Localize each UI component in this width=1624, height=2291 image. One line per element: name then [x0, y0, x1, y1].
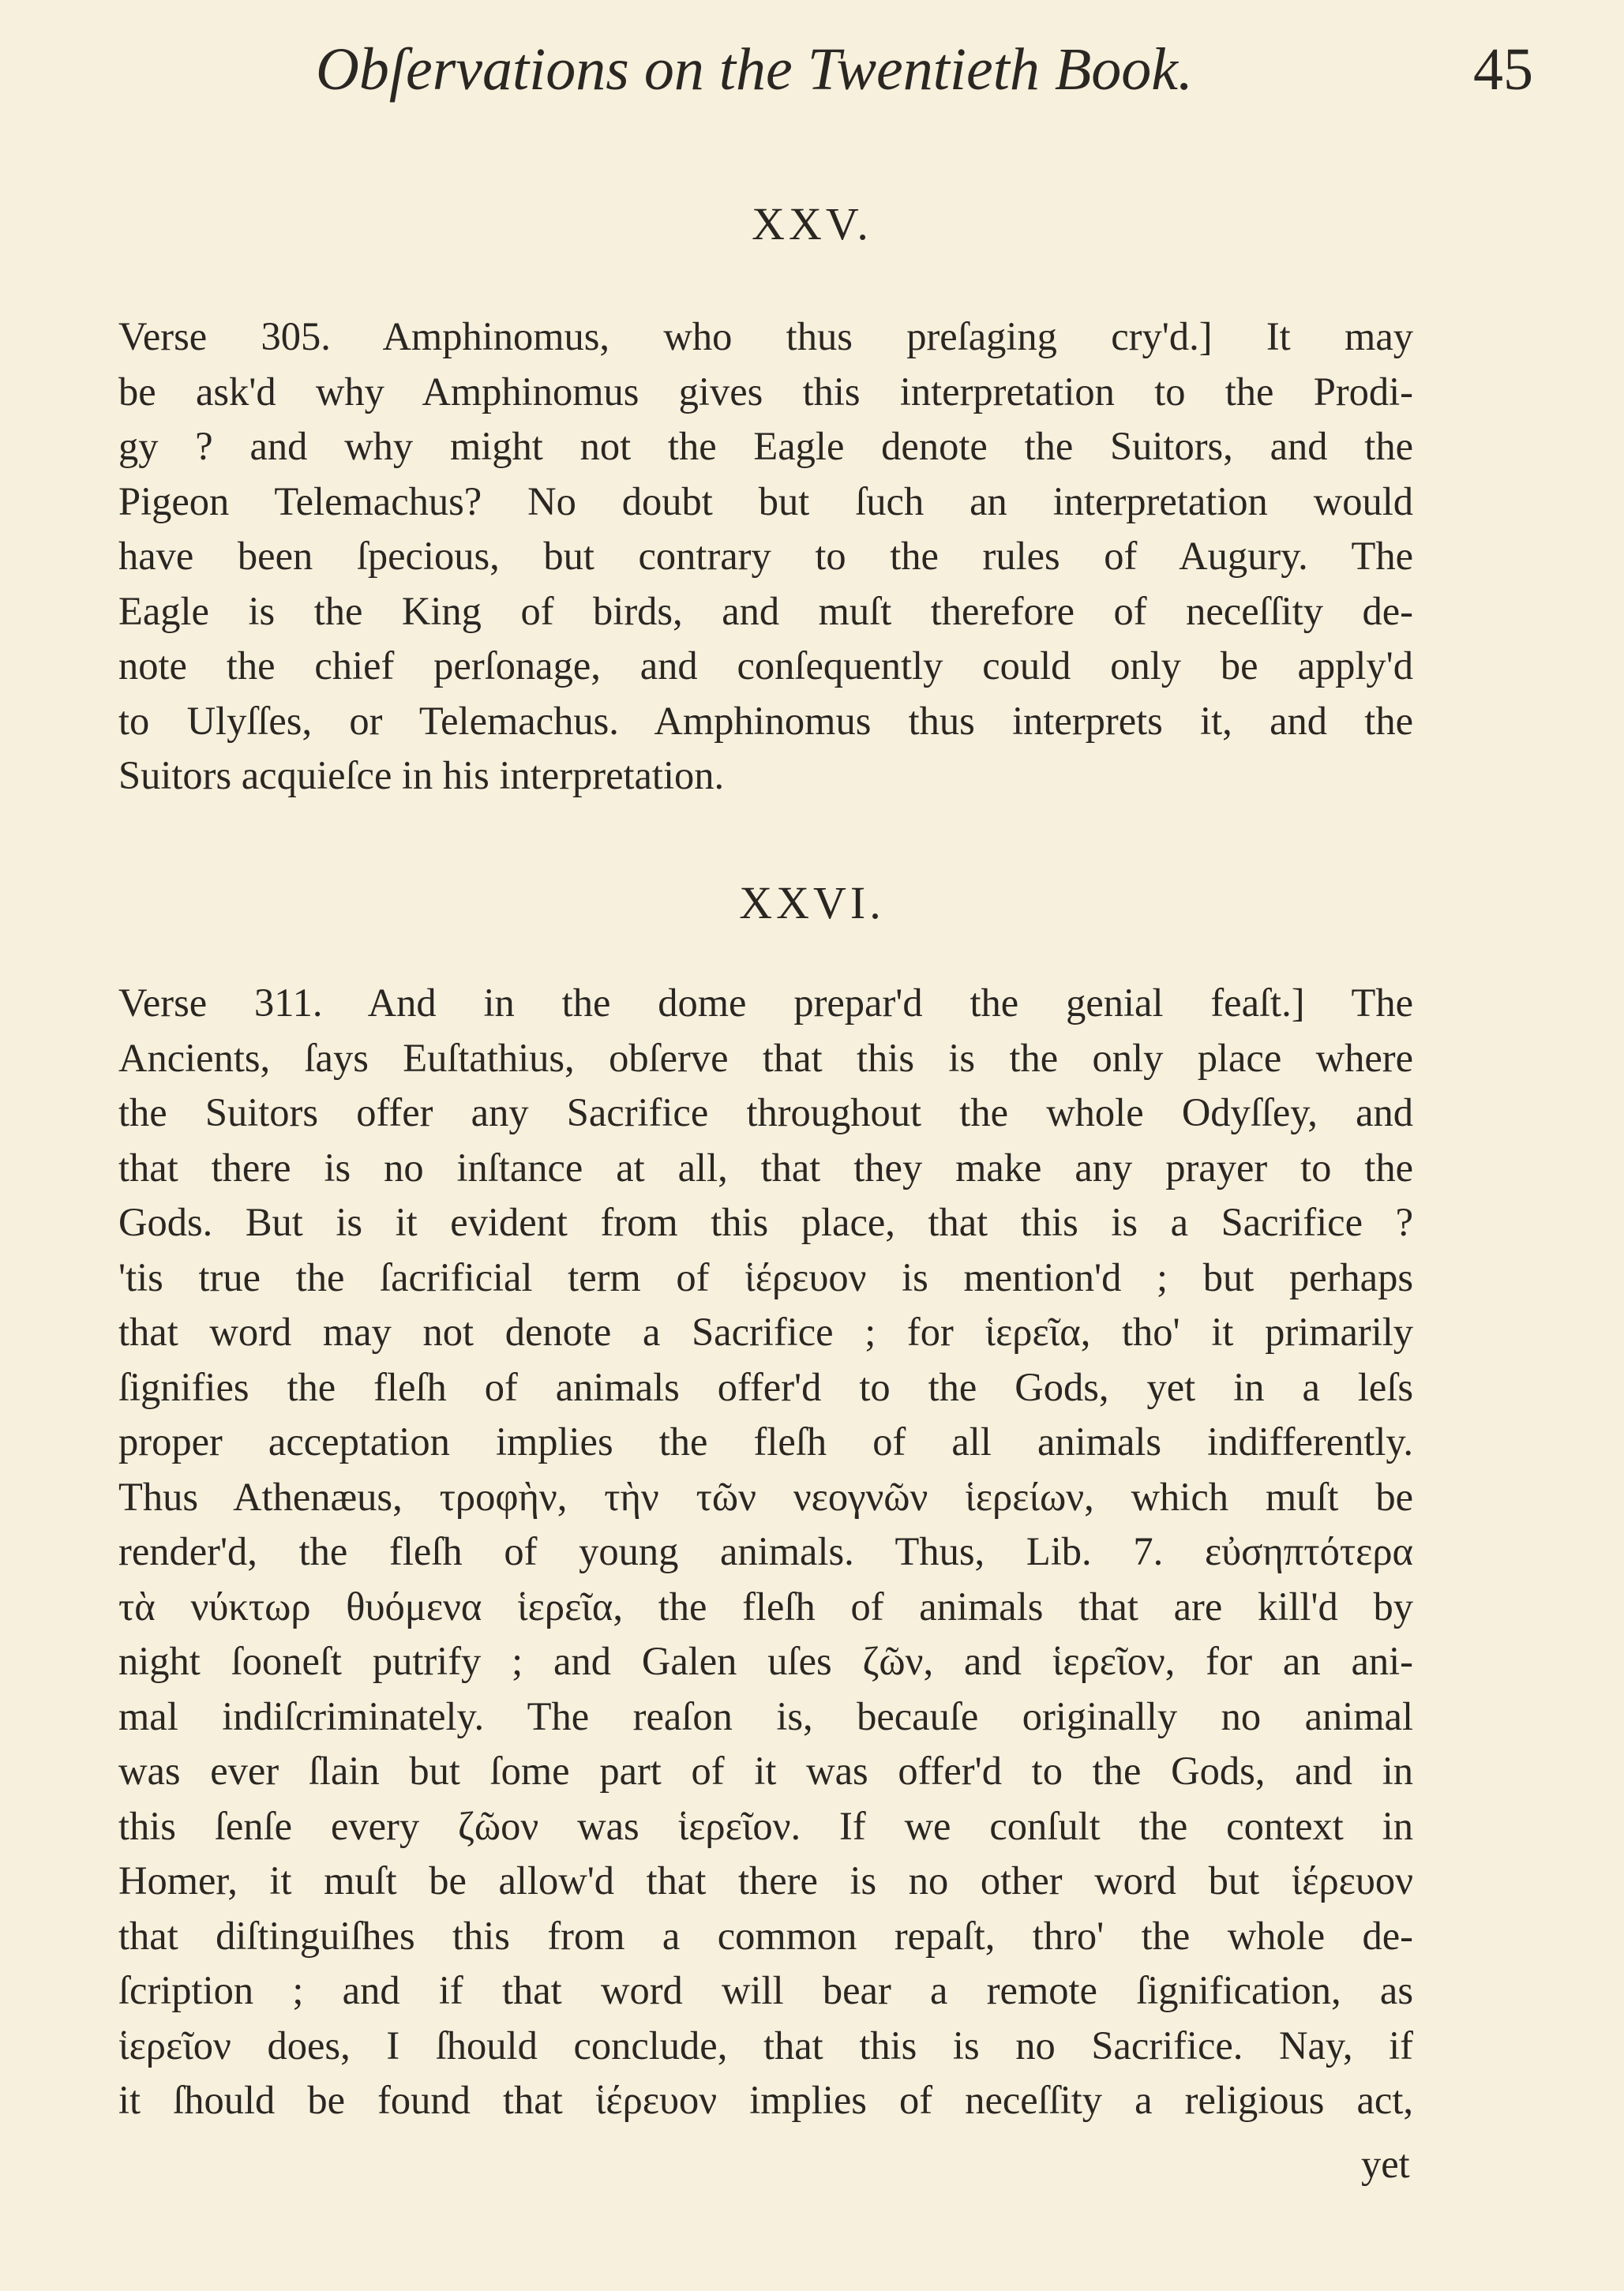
- text-line: Pigeon Telemachus? No doubt but ſuch an interpretation would: [118, 478, 1413, 523]
- catchword: yet: [1361, 2142, 1410, 2186]
- text-line: mal indiſcriminately. The reaſon is, becauſe originally no animal: [118, 1693, 1413, 1738]
- text-line: Suitors acquieſce in his interpretation.: [118, 753, 725, 797]
- section-body-xxvi: [118, 976, 1413, 2128]
- section-heading-xxv: XXV.: [752, 198, 872, 249]
- section-heading-xxvi: XXVI.: [739, 877, 885, 928]
- text-line: to Ulyſſes, or Telemachus. Amphinomus thus interprets it, and the: [118, 698, 1413, 743]
- text-line: was ever ſlain but ſome part of it was offer'd to the Gods, and in: [118, 1749, 1413, 1793]
- page-number: 45: [1473, 36, 1533, 103]
- text-line: Ancients, ſays Euſtathius, obſerve that this is the only place where: [118, 1035, 1413, 1080]
- text-line: that diſtinguiſhes this from a common repaſt, thro' the whole de-: [118, 1913, 1413, 1958]
- text-line: ἱερεῖον does, I ſhould conclude, that this is no Sacrifice. Nay, if: [118, 2023, 1413, 2068]
- text-line: that there is no inſtance at all, that they make any prayer to the: [118, 1145, 1413, 1190]
- text-line: the Suitors offer any Sacrifice throughout the whole Odyſſey, and: [118, 1090, 1413, 1134]
- text-line: τὰ νύκτωρ θυόμενα ἱερεῖα, the fleſh of animals that are kill'd by: [118, 1584, 1413, 1629]
- text-line: it ſhould be found that ἱέρευον implies of neceſſity a religious act,: [118, 2078, 1413, 2122]
- text-line: ſignifies the fleſh of animals offer'd to the Gods, yet in a leſs: [118, 1364, 1413, 1409]
- text-line: Verse 311. And in the dome prepar'd the genial feaſt.] The: [118, 981, 1413, 1025]
- text-line: Eagle is the King of birds, and muſt therefore of neceſſity de-: [118, 588, 1413, 633]
- text-line: Verse 305. Amphinomus, who thus preſaging cry'd.] It may: [118, 314, 1413, 358]
- text-line: ſcription ; and if that word will bear a remote ſignification, as: [118, 1968, 1413, 2012]
- text-line: be ask'd why Amphinomus gives this interpretation to the Prodi-: [118, 369, 1413, 414]
- text-line: note the chief perſonage, and conſequently could only be apply'd: [118, 643, 1413, 688]
- text-line: Homer, it muſt be allow'd that there is no other word but ἱέρευον: [118, 1858, 1413, 1903]
- text-line: gy ? and why might not the Eagle denote the Suitors, and the: [118, 424, 1413, 468]
- text-line: that word may not denote a Sacrifice ; for ἱερεῖα, tho' it primarily: [118, 1310, 1413, 1354]
- text-line: 'tis true the ſacrificial term of ἱέρευον is mention'd ; but perhaps: [118, 1254, 1413, 1299]
- text-line: render'd, the fleſh of young animals. Thus, Lib. 7. εὐσηπτότερα: [118, 1529, 1413, 1573]
- text-line: Gods. But is it evident from this place, that this is a Sacrifice ?: [118, 1200, 1413, 1244]
- text-line: night ſooneſt putrify ; and Galen uſes ζῶν, and ἱερεῖον, for an ani-: [118, 1639, 1413, 1683]
- text-line: Thus Athenæus, τροφὴν, τὴν τῶν νεογνῶν ἱερείων, which muſt be: [118, 1474, 1413, 1519]
- text-line: have been ſpecious, but contrary to the rules of Augury. The: [118, 534, 1413, 578]
- text-line: proper acceptation implies the fleſh of all animals indifferently.: [118, 1419, 1413, 1464]
- running-head: Obſervations on the Twentieth Book.: [316, 36, 1193, 103]
- section-body-xxv: [118, 309, 1413, 804]
- text-line: this ſenſe every ζῶον was ἱερεῖον. If we conſult the context in: [118, 1803, 1413, 1848]
